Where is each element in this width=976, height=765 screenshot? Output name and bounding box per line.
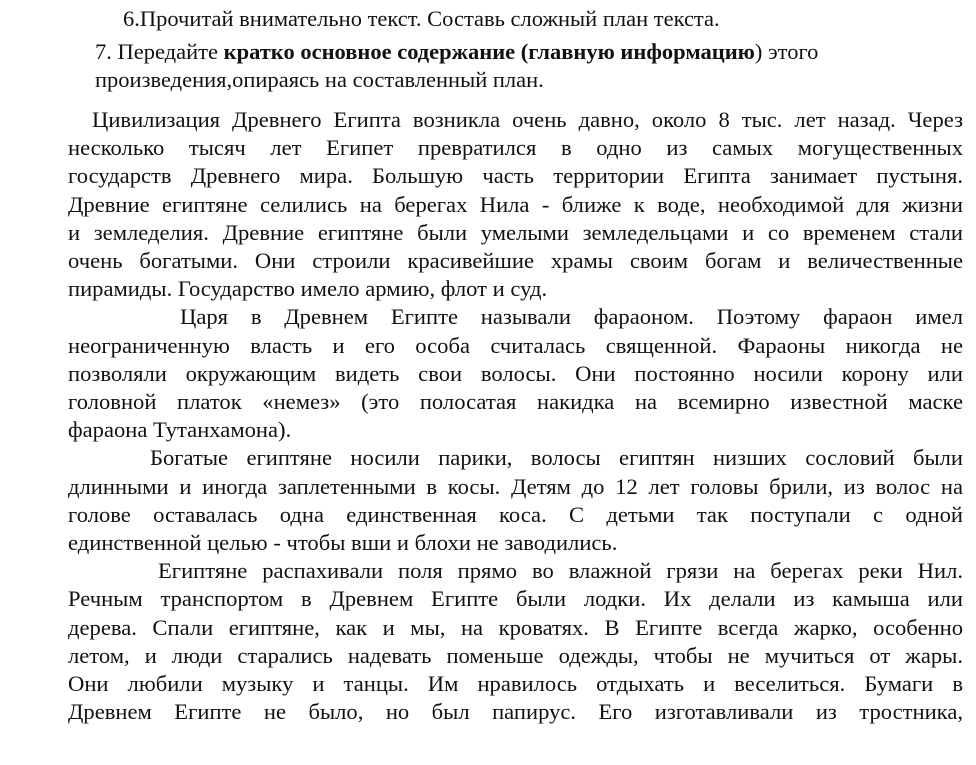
text-line: Цивилизация Древнего Египта возникла очень давно, около 8 тыс. лет назад. Через [92, 107, 963, 132]
text-line: длинными и иногда заплетенными в косы. Детям до 12 лет головы брили, из волос на [68, 473, 963, 499]
text-line: несколько тысяч лет Египет превратился в одно из самых могущественных [68, 135, 963, 161]
text-line: дерева. Спали египтяне, как и мы, на кроватях. В Египте всегда жарко, особенно [68, 614, 963, 640]
text-line: Царя в Древнем Египте называли фараоном. Поэтому фараон имел [180, 304, 963, 330]
paragraph-3 [68, 444, 963, 557]
text-line: неограниченную власть и его особа считалась священной. Фараоны никогда не [68, 332, 963, 358]
text-line: летом, и люди старались надевать поменьше одежды, чтобы не мучиться от жары. [68, 642, 963, 668]
paragraph-2 [68, 303, 963, 444]
task-7-prefix: 7. Передайте [95, 39, 224, 64]
text-line: единственной целью - чтобы вши и блохи не заводились. [68, 530, 618, 556]
text-line: и земледелия. Древние египтяне были умелыми земледельцами и со временем стали [68, 219, 963, 245]
text-line: государств Древнего мира. Большую часть территории Египта занимает пустыня. [68, 163, 963, 189]
task-6: 6.Прочитай внимательно текст. Составь сложный план текста. [123, 6, 720, 31]
text-line: головной платок «немез» (это полосатая накидка на всемирно известной маске [68, 389, 963, 415]
text-line: Древнем Египте не было, но был папирус. Его изготавливали из тростника, [68, 699, 963, 725]
task-7-line-1 [95, 38, 818, 66]
text-line: очень богатыми. Они строили красивейшие храмы своим богам и величественные [68, 248, 963, 274]
text-line: позволяли окружающим видеть свои волосы. Они постоянно носили корону или [68, 360, 963, 386]
task-7-line-2: произведения,опираясь на составленный план. [95, 67, 544, 92]
text-line: Речным транспортом в Древнем Египте были лодки. Их делали из камыша или [68, 586, 963, 612]
text-line: Богатые египтяне носили парики, волосы египтян низших сословий были [150, 445, 963, 471]
paragraph-1 [68, 106, 963, 303]
main-text [68, 106, 963, 726]
text-line: Они любили музыку и танцы. Им нравилось отдыхать и веселиться. Бумаги в [68, 671, 963, 697]
paragraph-4 [68, 557, 963, 726]
text-line: Древние египтяне селились на берегах Нила - ближе к воде, необходимой для жизни [68, 191, 963, 217]
task-7-bold: кратко основное содержание (главную информацию [223, 39, 755, 64]
task-7-suffix: ) этого [754, 39, 819, 64]
text-line: пирамиды. Государство имело армию, флот и суд. [68, 276, 548, 302]
text-line: Египтяне распахивали поля прямо во влажной грязи на берегах реки Нил. [158, 558, 963, 584]
text-line: голове оставалась одна единственная коса. С детьми так поступали с одной [68, 501, 963, 527]
text-line: фараона Тутанхамона). [68, 417, 292, 443]
